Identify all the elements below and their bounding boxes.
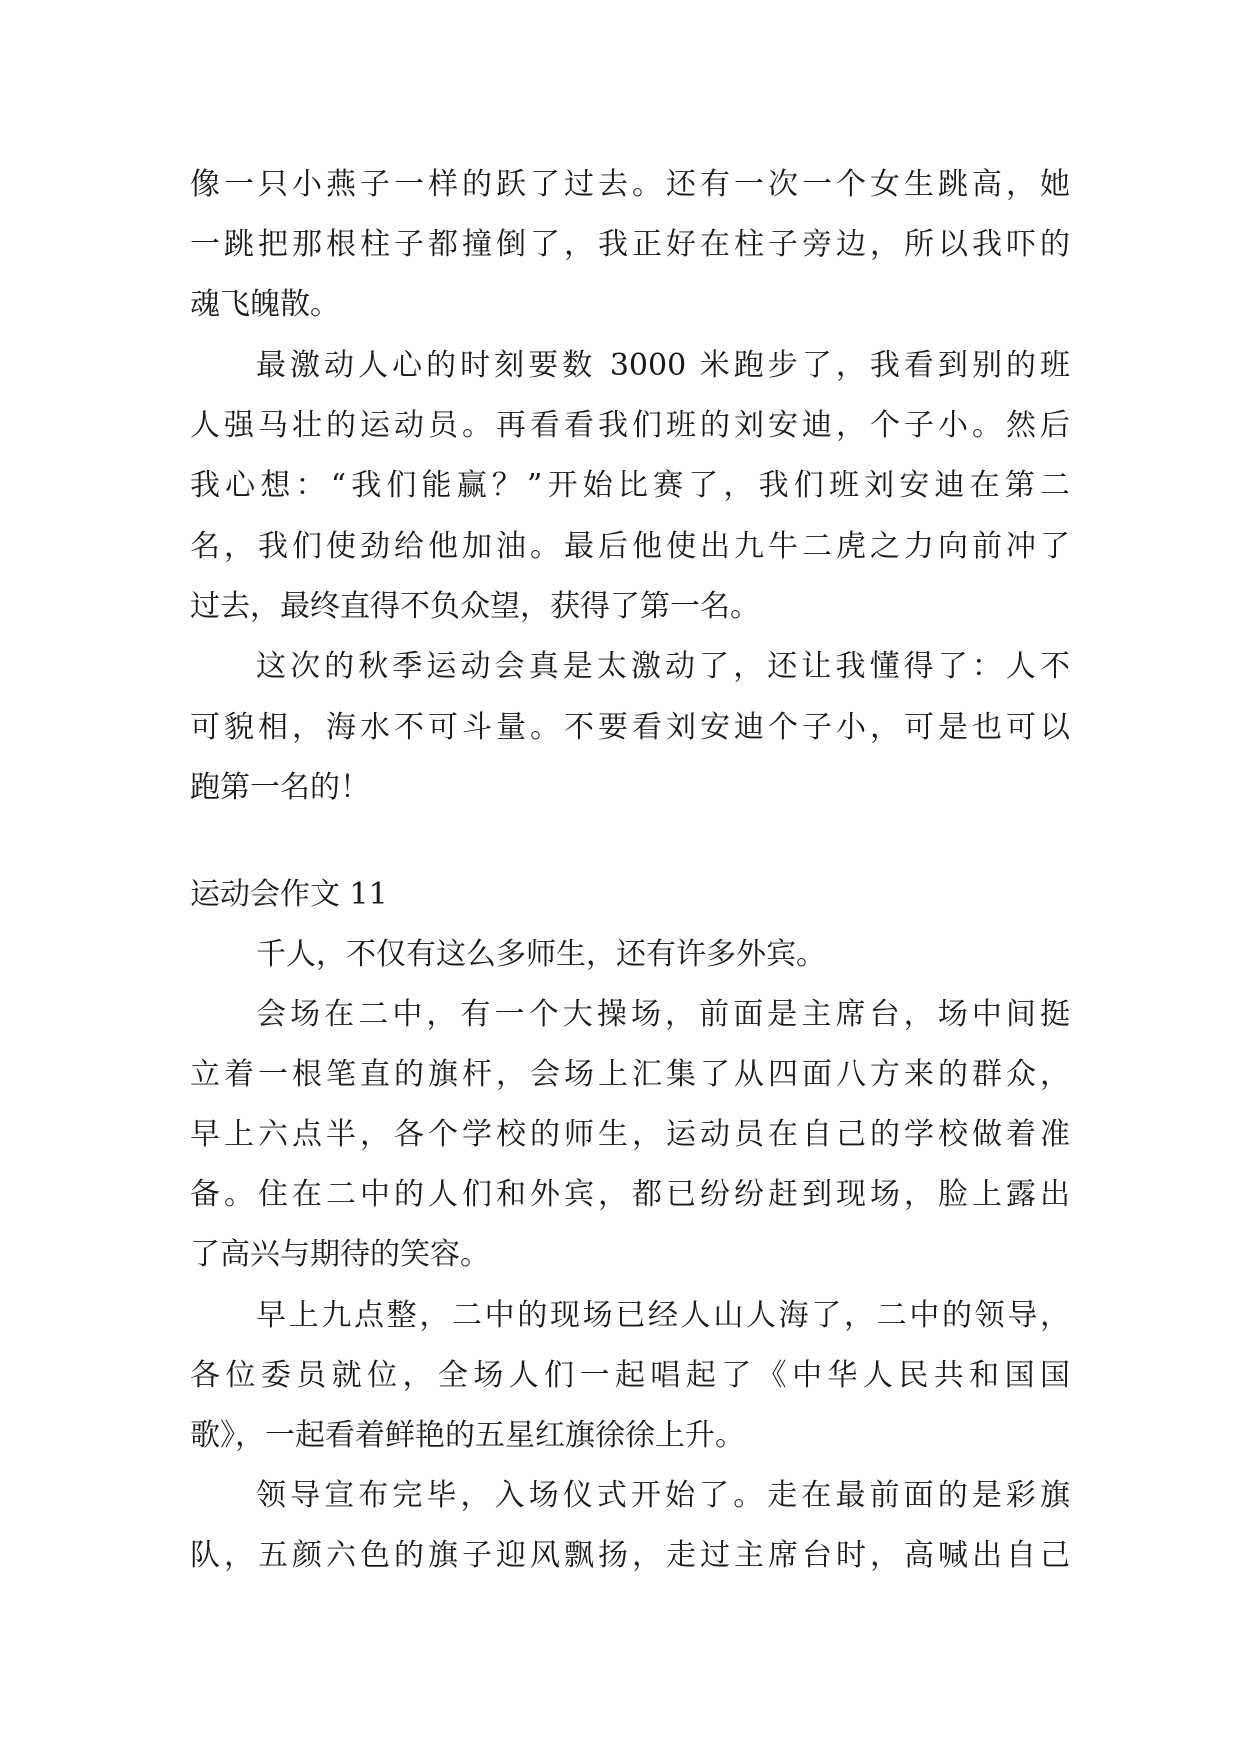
paragraph-line: 我心想：“我们能赢？”开始比赛了，我们班刘安迪在第二 [190, 468, 1070, 503]
paragraph-line: 像一只小燕子一样的跃了过去。还有一次一个女生跳高，她 [190, 167, 1070, 202]
paragraph-line: 早上九点整，二中的现场已经人山人海了，二中的领导， [256, 1298, 1070, 1333]
paragraph-line: 一跳把那根柱子都撞倒了，我正好在柱子旁边，所以我吓的 [190, 227, 1070, 262]
paragraph-line: 早上六点半，各个学校的师生，运动员在自己的学校做着准 [190, 1117, 1070, 1152]
paragraph-line: 这次的秋季运动会真是太激动了，还让我懂得了：人不 [256, 649, 1070, 684]
paragraph-line: 各位委员就位，全场人们一起唱起了《中华人民共和国国 [190, 1358, 1070, 1393]
paragraph-line: 可貌相，海水不可斗量。不要看刘安迪个子小，可是也可以 [190, 710, 1070, 745]
paragraph-line: 名，我们使劲给他加油。最后他使出九牛二虎之力向前冲了 [190, 529, 1070, 564]
paragraph-line: 会场在二中，有一个大操场，前面是主席台，场中间挺 [256, 997, 1070, 1032]
paragraph-line: 魂飞魄散。 [190, 287, 340, 322]
paragraph-line: 队，五颜六色的旗子迎风飘扬，走过主席台时，高喊出自己 [190, 1538, 1070, 1573]
paragraph-line: 歌》，一起看着鲜艳的五星红旗徐徐上升。 [190, 1418, 745, 1453]
paragraph-line: 领导宣布完毕，入场仪式开始了。走在最前面的是彩旗 [256, 1478, 1070, 1513]
section-heading: 运动会作文 11 [190, 877, 388, 912]
paragraph-line: 人强马壮的运动员。再看看我们班的刘安迪，个子小。然后 [190, 408, 1070, 443]
paragraph-line: 过去，最终直得不负众望，获得了第一名。 [190, 589, 760, 624]
paragraph-line: 最激动人心的时刻要数 3000 米跑步了，我看到别的班 [256, 348, 1070, 383]
paragraph-line: 了高兴与期待的笑容。 [190, 1237, 490, 1272]
paragraph-line: 跑第一名的！ [190, 770, 370, 805]
paragraph-line: 立着一根笔直的旗杆，会场上汇集了从四面八方来的群众， [190, 1057, 1070, 1092]
paragraph-line: 千人，不仅有这么多师生，还有许多外宾。 [256, 937, 826, 972]
paragraph-line: 备。住在二中的人们和外宾，都已纷纷赶到现场，脸上露出 [190, 1177, 1070, 1212]
